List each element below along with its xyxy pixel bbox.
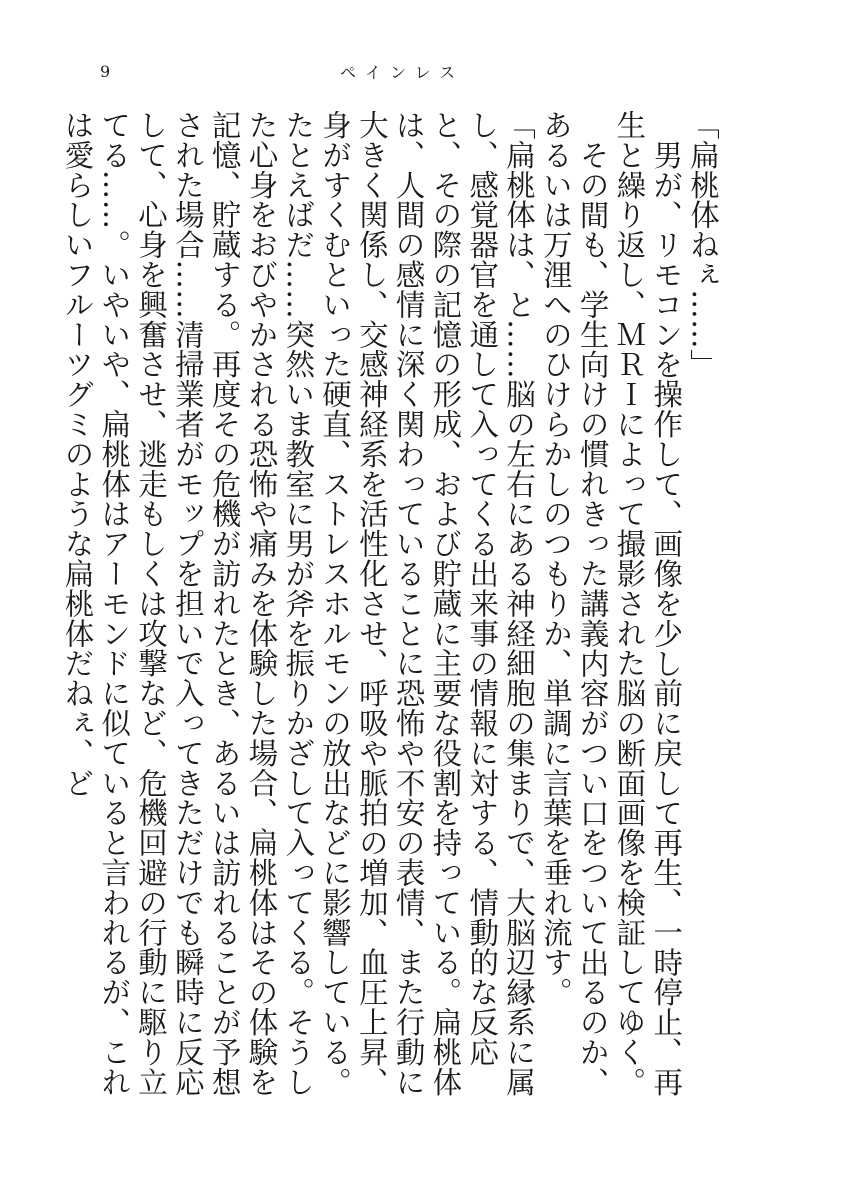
body-text [60,110,721,1120]
paragraph-1: 「扁桃体ねぇ……」 [686,110,720,380]
paragraph-2: 男が、リモコンを操作して、画像を少し前に戻して再生、一時停止、再生と繰り返し、ＭＲＩによって撮影された脳の断面画像を検証してゆく。 [612,110,684,1097]
running-title: ペインレス [340,63,465,82]
paragraph-4: 「扁桃体は、と……脳の左右にある神経細胞の集まりで、大脳辺縁系に属し、感覚器官を通して入ってくる出来事の情報に対する、情動的な反応と、その際の記憶の形成、および貯蔵に主要な役割を持っている。扁桃体は、人間の感情に深く関わっていることに恐怖や不安の表情、また行動に大きく関係し、交感神経系を活性化させ、呼吸や脈拍の増加、血圧上昇、身がすくむといった硬直、ストレスホルモンの放出などに影響している。たとえばだ……突然いま教室に男が斧を振りかざして入ってくる。そうした心身をおびやかされる恐怖や痛みを体験した場合、扁桃体はその体験を記憶、貯蔵する。再度その危機が訪れたとき、あるいは訪れることが予想された場合……清掃業者がモップを担いで入ってきただけでも瞬時に反応して、心身を興奮させ、逃走もしくは攻撃など、危機回避の行動に駆り立てる……。いやいや、扁桃体はアーモンドに似ていると言われるが、これは愛らしいフルーツグミのような扁桃体だねぇ、ど [60,110,537,1097]
page-number: 9 [100,62,112,81]
paragraph-3: その間も、学生向けの慣れきった講義内容がつい口をついて出るのか、あるいは万浬へのひけらかしのつもりか、単調に言葉を垂れ流す。 [538,110,610,1097]
